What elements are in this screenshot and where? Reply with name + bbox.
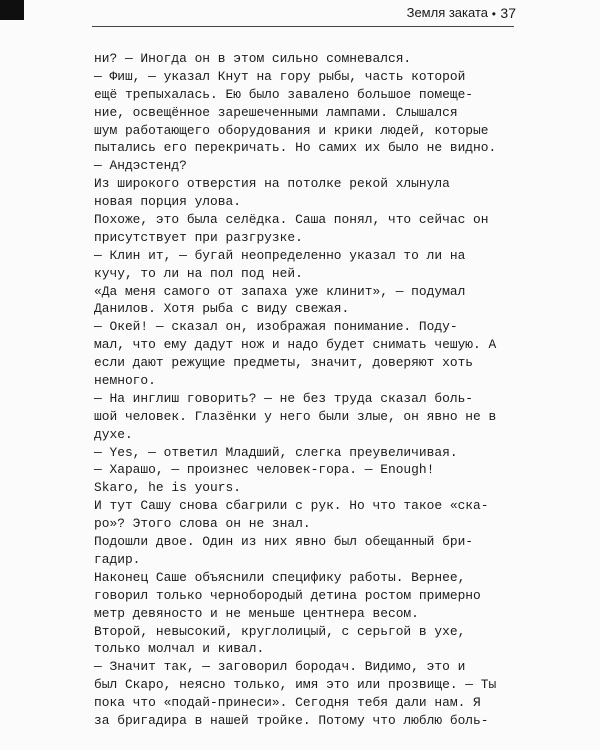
text-line: говорил только чернобородый детина ростом примерно (94, 587, 481, 603)
header-rule (92, 26, 514, 27)
text-line: Подошли двое. Один из них явно был обещанный бри- (94, 534, 474, 550)
text-line: Наконец Саше объяснили специфику работы. Вернее, (94, 569, 466, 585)
text-line: — Клин ит, — бугай неопределенно указал то ли на (94, 247, 466, 263)
running-header-title: Земля заката (406, 5, 488, 20)
text-line: за бригадира в нашей тройке. Потому что люблю боль- (94, 712, 489, 728)
text-line: Из широкого отверстия на потолке рекой хлынула (94, 176, 450, 192)
text-line: Второй, невысокий, круглолицый, с серьгой в ухе, (94, 623, 466, 639)
text-line: И тут Сашу снова сбагрили с рук. Но что такое «ска- (94, 498, 489, 514)
text-line: ещё трепыхалась. Ею было завалено большое помеще- (94, 86, 474, 102)
text-line: если дают режущие предметы, значит, доверяют хоть (94, 355, 474, 371)
text-line: шум работающего оборудования и крики людей, которые (94, 122, 489, 138)
text-line: шой человек. Глазёнки у него были злые, он явно не в (94, 408, 497, 424)
text-line: — Значит так, — заговорил бородач. Видимо, это и (94, 659, 466, 675)
text-line: пока что «подай-принеси». Сегодня тебя дали нам. Я (94, 695, 481, 711)
text-line: только молчал и кивал. (94, 641, 265, 657)
text-line: — Фиш, — указал Кнут на гору рыбы, часть которой (94, 68, 466, 84)
text-line: был Скаро, неясно только, имя это или прозвище. — Ты (94, 677, 497, 693)
text-line: «Да меня самого от запаха уже клинит», — подумал (94, 283, 466, 299)
scan-edge-shadow (0, 0, 24, 20)
page-body-text (94, 50, 497, 730)
running-header-separator: • (491, 7, 496, 21)
text-line: гадир. (94, 551, 141, 567)
page-number: 37 (500, 5, 516, 21)
text-line: Похоже, это была селёдка. Саша понял, что сейчас он (94, 212, 489, 228)
text-line: — Харашо, — произнес человек-гора. — Enough! (94, 462, 435, 478)
text-line: метр девяносто и не меньше центнера весом. (94, 605, 419, 621)
text-line: — Yes, — ответил Младший, слегка преувеличивая. (94, 444, 458, 460)
text-line: духе. (94, 426, 133, 442)
text-line: ро»? Этого слова он не знал. (94, 516, 311, 532)
text-line: Данилов. Хотя рыба с виду свежая. (94, 301, 350, 317)
text-line: Skaro, he is yours. (94, 480, 241, 496)
text-line: ни? — Иногда он в этом сильно сомневался. (94, 51, 412, 66)
text-line: присутствует при разгрузке. (94, 229, 303, 245)
text-line: мал, что ему дадут нож и надо будет снимать чешую. А (94, 337, 497, 353)
text-line: пытались его перекричать. Но самих их было не видно. (94, 140, 497, 156)
text-line: — Андэстенд? (94, 158, 187, 174)
text-line: кучу, то ли на пол под ней. (94, 265, 303, 281)
text-line: немного. (94, 373, 156, 389)
text-line: ние, освещённое зарешеченными лампами. Слышался (94, 104, 458, 120)
text-line: — На инглиш говорить? — не без труда сказал боль- (94, 390, 474, 406)
text-line: — Окей! — сказал он, изображая понимание. Поду- (94, 319, 458, 335)
text-line: новая порция улова. (94, 194, 241, 210)
